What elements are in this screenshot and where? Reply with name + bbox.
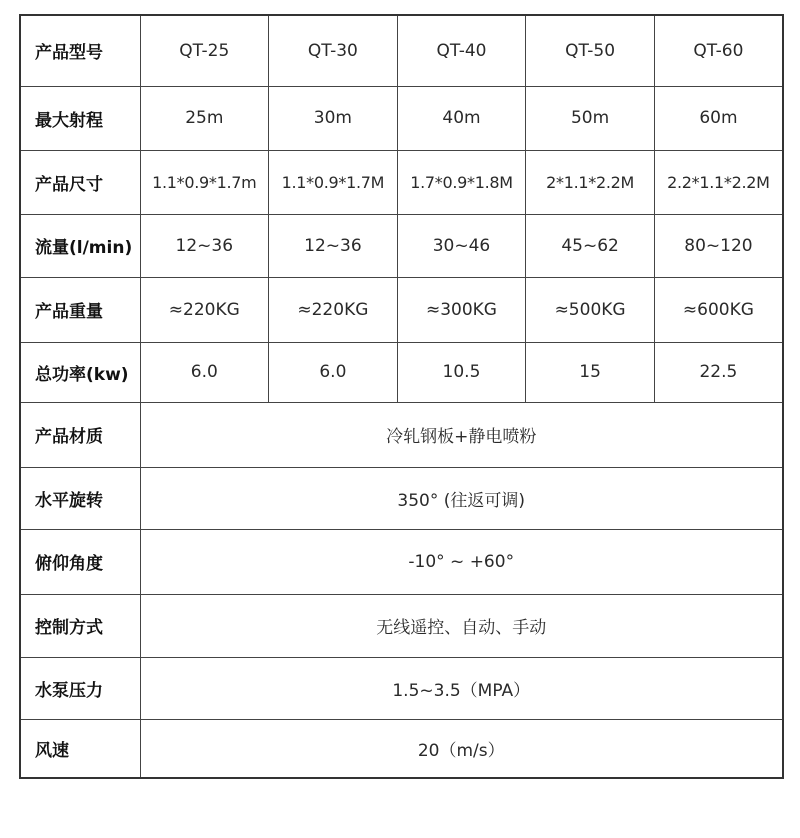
table-row-wind-speed bbox=[20, 719, 783, 778]
cell-value: ≈220KG bbox=[140, 277, 269, 342]
table-row-flow bbox=[20, 214, 783, 277]
table-row-pitch-angle bbox=[20, 529, 783, 594]
cell-value: ≈500KG bbox=[526, 277, 655, 342]
cell-value: QT-30 bbox=[269, 15, 398, 86]
cell-value: 22.5 bbox=[654, 342, 783, 402]
cell-value: 25m bbox=[140, 86, 269, 150]
row-label: 产品型号 bbox=[20, 15, 140, 86]
cell-value: 80~120 bbox=[654, 214, 783, 277]
cell-value: 10.5 bbox=[397, 342, 526, 402]
row-label: 流量(l/min) bbox=[20, 214, 140, 277]
row-label: 风速 bbox=[20, 719, 140, 778]
cell-value: 1.5~3.5（MPA） bbox=[140, 657, 783, 719]
cell-value: 2*1.1*2.2M bbox=[526, 150, 655, 214]
cell-value: ≈300KG bbox=[397, 277, 526, 342]
table-row-control-mode bbox=[20, 594, 783, 657]
cell-value: 350° (往返可调) bbox=[140, 467, 783, 529]
cell-value: 无线遥控、自动、手动 bbox=[140, 594, 783, 657]
row-label: 产品尺寸 bbox=[20, 150, 140, 214]
cell-value: 30m bbox=[269, 86, 398, 150]
row-label: 水泵压力 bbox=[20, 657, 140, 719]
table-row-material bbox=[20, 402, 783, 467]
cell-value: -10° ~ +60° bbox=[140, 529, 783, 594]
cell-value: ≈220KG bbox=[269, 277, 398, 342]
cell-value: 60m bbox=[654, 86, 783, 150]
row-label: 产品材质 bbox=[20, 402, 140, 467]
table-row-horizontal-rotation bbox=[20, 467, 783, 529]
cell-value: QT-50 bbox=[526, 15, 655, 86]
table-row-range bbox=[20, 86, 783, 150]
cell-value: QT-60 bbox=[654, 15, 783, 86]
cell-value: 冷轧钢板+静电喷粉 bbox=[140, 402, 783, 467]
cell-value: 6.0 bbox=[140, 342, 269, 402]
cell-value: ≈600KG bbox=[654, 277, 783, 342]
cell-value: 1.1*0.9*1.7m bbox=[140, 150, 269, 214]
cell-value: 1.1*0.9*1.7M bbox=[269, 150, 398, 214]
cell-value: QT-40 bbox=[397, 15, 526, 86]
cell-value: QT-25 bbox=[140, 15, 269, 86]
table-row-pump-pressure bbox=[20, 657, 783, 719]
row-label: 产品重量 bbox=[20, 277, 140, 342]
cell-value: 40m bbox=[397, 86, 526, 150]
table-row-weight bbox=[20, 277, 783, 342]
row-label: 总功率(kw) bbox=[20, 342, 140, 402]
table-row-size bbox=[20, 150, 783, 214]
row-label: 控制方式 bbox=[20, 594, 140, 657]
cell-value: 50m bbox=[526, 86, 655, 150]
spec-table bbox=[19, 14, 784, 779]
cell-value: 20（m/s） bbox=[140, 719, 783, 778]
table-row-model bbox=[20, 15, 783, 86]
cell-value: 1.7*0.9*1.8M bbox=[397, 150, 526, 214]
cell-value: 12~36 bbox=[140, 214, 269, 277]
row-label: 最大射程 bbox=[20, 86, 140, 150]
cell-value: 2.2*1.1*2.2M bbox=[654, 150, 783, 214]
cell-value: 30~46 bbox=[397, 214, 526, 277]
cell-value: 6.0 bbox=[269, 342, 398, 402]
cell-value: 12~36 bbox=[269, 214, 398, 277]
table-row-power bbox=[20, 342, 783, 402]
row-label: 水平旋转 bbox=[20, 467, 140, 529]
row-label: 俯仰角度 bbox=[20, 529, 140, 594]
cell-value: 15 bbox=[526, 342, 655, 402]
cell-value: 45~62 bbox=[526, 214, 655, 277]
